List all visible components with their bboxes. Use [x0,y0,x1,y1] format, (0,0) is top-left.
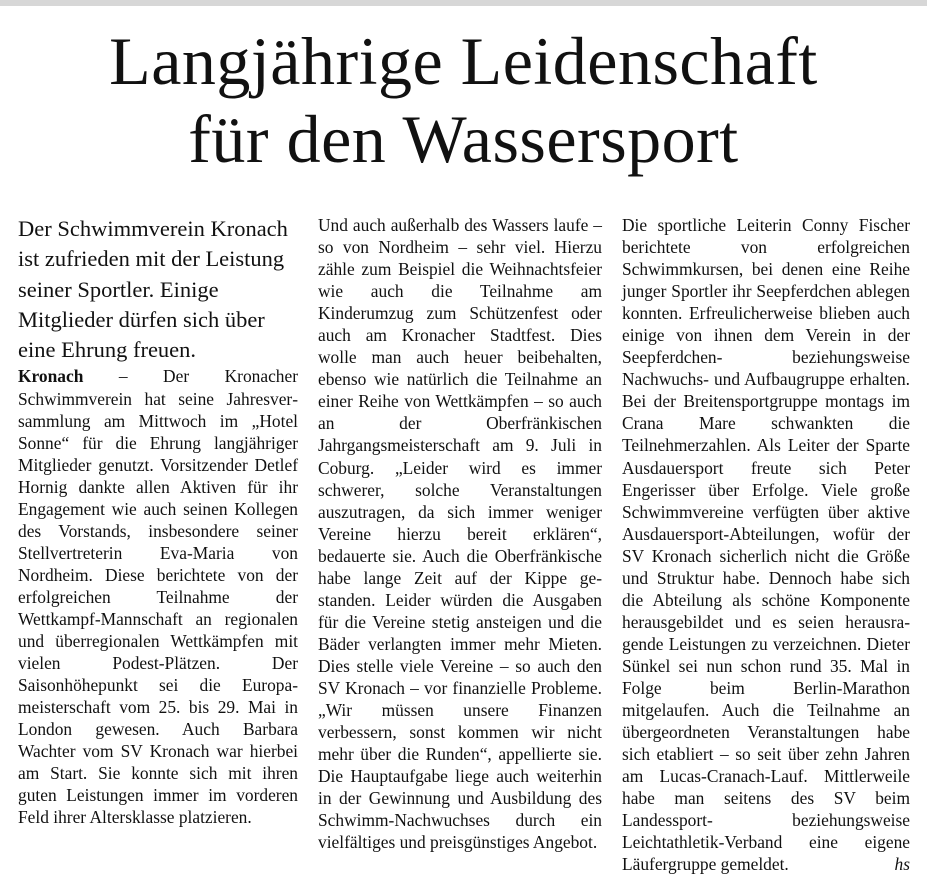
column-1-text: – Der Kronacher Schwimmverein hat seine Jahresversammlung am Mittwoch im „Hotel Sonne“ für die Ehrung langjähriger Mitglieder genutzt. Vorsitzender Detlef Hornig dankte allen Aktiven für ihr Engagement wie auch seinen Kollegen des Vorstands, insbesondere seiner Stellvertreterin Eva-Maria von Nordheim. Diese berichtete von der erfolgreichen Teilnahme der Wettkampf-Mannschaft an regionalen und überregionalen Wettkämpfen mit vielen Podest-Plätzen. Der Saisonhöhepunkt sei die Europameisterschaft vom 25. bis 29. Mai in London gewesen. Auch Barbara Wachter vom SV Kronach war hierbei am Start. Sie konnte sich mit ihren guten Leistungen immer im vorderen Feld ihrer Altersklasse platzieren. [18,366,298,828]
column-3-text: Die sportliche Leiterin Conny Fischer berichtete von erfolgreichen Schwimmkursen, bei denen eine Reihe junger Sportler ihr Seepferdchen ablegen konnten. Erfreulicherweise blieben auch einige von ihnen dem Verein in der Seepferdchen- beziehungsweise Nachwuchs- und Aufbaugruppe erhalten. Bei der Breitensportgruppe montags im Crana Mare schwankten die Teilnehmerzahlen. Als Leiter der Sparte Ausdauersport freute sich Peter Engerisser über Erfolge. Viele große Schwimmvereine verfügten über aktive Ausdauersport-Abteilungen, wofür der SV Kronach sicherlich nicht die Größe und Struktur habe. Dennoch habe sich die Abteilung als schöne Komponente herausgebildet und es seien herausragende Leistungen zu verzeichnen. Dieter Sünkel sei nun schon rund 35. Mal in Folge beim Berlin-Marathon mitgelaufen. Auch die Teilnahme an übergeordneten Veranstaltungen habe sich etabliert – so seit über zehn Jahren am Lucas-Cranach-Lauf. Mittlerweile habe man seitens des SV beim Landessport- beziehungsweise Leichtathletik-Verband eine eigene Läufergruppe gemeldet. [622,215,910,875]
dateline: Kronach [18,366,84,387]
column-1-body [18,365,298,828]
column-3-body [622,214,910,875]
top-border [0,0,927,6]
headline [0,22,927,178]
author-initials: hs [894,854,910,875]
column-3 [622,214,910,875]
headline-line-2: für den Wassersport [188,101,739,177]
lead-paragraph: Der Schwimmverein Kronach ist zufrieden mit der Leistung seiner Sportler. Einige Mitglieder dürfen sich über eine Ehrung freuen. [18,216,288,363]
column-2-text: Und auch außerhalb des Wassers laufe – so von Nordheim – sehr viel. Hierzu zähle zum Beispiel die Weihnachtsfeier wie auch die Teilnahme am Kinderumzug zum Schützenfest oder auch am Kronacher Stadtfest. Dies wolle man auch heuer beibehalten, ebenso wie natürlich die Teilnahme an einer Reihe von Wettkämpfen – so auch an der Oberfränkischen Jahrgangsmeisterschaft am 9. Juli in Coburg. „Leider wird es immer schwerer, solche Veranstaltungen auszutragen, da sich immer weniger Vereine hierzu bereit erklären“, bedauerte sie. Auch die Oberfränkische habe lange Zeit auf der Kippe gestanden. Leider würden die Ausgaben für die Vereine stetig ansteigen und die Bäder verlangten immer mehr Mieten. Dies stelle viele Vereine – so auch den SV Kronach – vor finanzielle Probleme. „Wir müssen unsere Finanzen verbessern, sonst kommen wir nicht mehr über die Runden“, appellierte sie. Die Hauptaufgabe liege auch weiterhin in der Gewinnung und Ausbildung des Schwimm-Nachwuchses durch ein vielfältiges und preisgünstiges Angebot. [318,215,602,853]
column-2 [318,214,602,853]
headline-line-1: Langjährige Leidenschaft [109,23,818,99]
column-1 [18,214,298,828]
